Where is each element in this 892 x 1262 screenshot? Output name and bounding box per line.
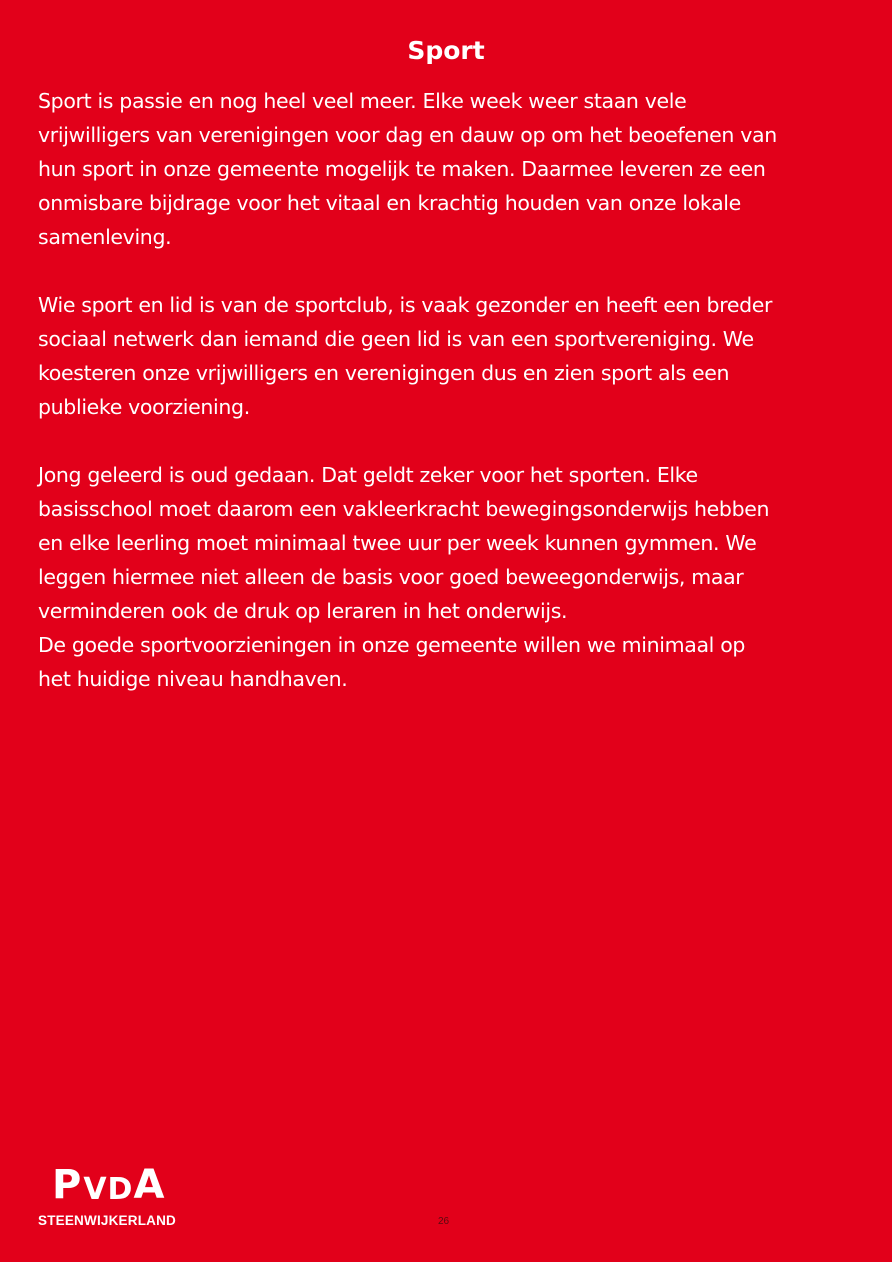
text-line: en elke leerling moet minimaal twee uur per week kunnen gymmen. We — [38, 531, 757, 555]
logo-letter-a: A — [133, 1162, 167, 1208]
page-title: Sport — [407, 36, 485, 65]
text-line: vrijwilligers van verenigingen voor dag en dauw op om het beoefenen van — [38, 123, 777, 147]
text-line: Jong geleerd is oud gedaan. Dat geldt zeker voor het sporten. Elke — [38, 463, 698, 487]
text-line: publieke voorziening. — [38, 395, 250, 419]
text-line: hun sport in onze gemeente mogelijk te maken. Daarmee leveren ze een — [38, 157, 766, 181]
pvda-logo — [38, 1160, 198, 1230]
text-line: verminderen ook de druk op leraren in het onderwijs. — [38, 599, 568, 623]
page-number: 26 — [438, 1216, 450, 1227]
logo-letter-p: P — [52, 1162, 84, 1208]
logo-letter-d: D — [107, 1172, 134, 1207]
paragraph-2 — [38, 288, 868, 424]
text-line: leggen hiermee niet alleen de basis voor goed beweegonderwijs, maar — [38, 565, 744, 589]
text-line: onmisbare bijdrage voor het vitaal en krachtig houden van onze lokale — [38, 191, 741, 215]
text-line: koesteren onze vrijwilligers en verenigingen dus en zien sport als een — [38, 361, 730, 385]
text-line: samenleving. — [38, 225, 172, 249]
text-line: sociaal netwerk dan iemand die geen lid is van een sportvereniging. We — [38, 327, 754, 351]
logo-subtitle: STEENWIJKERLAND — [38, 1213, 177, 1228]
text-line: Sport is passie en nog heel veel meer. Elke week weer staan vele — [38, 89, 687, 113]
text-line: De goede sportvoorzieningen in onze gemeente willen we minimaal op — [38, 633, 746, 657]
text-line: het huidige niveau handhaven. — [38, 667, 348, 691]
text-line: basisschool moet daarom een vakleerkracht bewegingsonderwijs hebben — [38, 497, 770, 521]
text-line: Wie sport en lid is van de sportclub, is vaak gezonder en heeft een breder — [38, 293, 773, 317]
paragraph-1 — [38, 84, 868, 254]
body-text — [38, 84, 868, 730]
logo-wordmark — [52, 1160, 166, 1210]
paragraph-3 — [38, 458, 868, 696]
logo-letter-v: V — [83, 1172, 108, 1207]
